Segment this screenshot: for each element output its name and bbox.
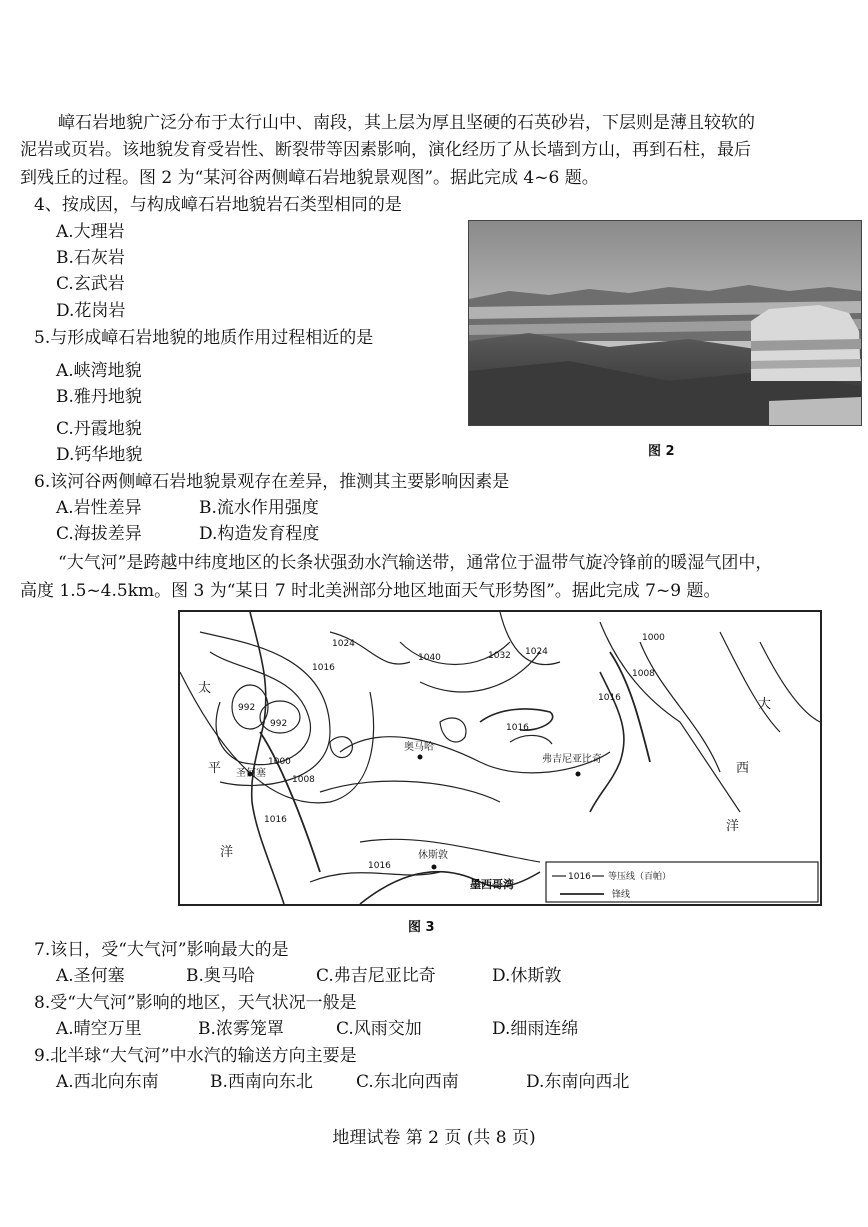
q8-option-a: A.晴空万里 bbox=[56, 1019, 142, 1039]
ocean-char: 大 bbox=[758, 697, 772, 712]
ocean-char: 洋 bbox=[220, 845, 234, 860]
q6-option-d: D.构造发育程度 bbox=[199, 524, 320, 544]
ocean-char: 平 bbox=[208, 761, 222, 776]
q4-option-d: D.花岗岩 bbox=[56, 301, 126, 321]
q6-option-a: A.岩性差异 bbox=[56, 498, 142, 518]
q9-option-a: A.西北向东南 bbox=[56, 1072, 159, 1092]
q6-option-b: B.流水作用强度 bbox=[199, 498, 319, 518]
city-virginia-beach: 弗吉尼亚比奇 bbox=[542, 754, 602, 765]
city-san-jose: 圣何塞 bbox=[236, 768, 266, 779]
q5-option-c: C.丹霞地貌 bbox=[56, 419, 142, 439]
q7-stem: 7.该日，受“大气河”影响最大的是 bbox=[34, 940, 289, 960]
isobar-label: 1000 bbox=[642, 633, 665, 643]
q6-stem: 6.该河谷两侧嶂石岩地貌景观存在差异，推测其主要影响因素是 bbox=[34, 472, 510, 492]
q7-option-d: D.休斯敦 bbox=[492, 966, 562, 986]
isobar-label: 1008 bbox=[632, 669, 655, 679]
isobar-label: 992 bbox=[270, 719, 288, 729]
ocean-char: 洋 bbox=[726, 819, 740, 834]
q8-option-b: B.浓雾笼罩 bbox=[198, 1019, 284, 1039]
q7-option-a: A.圣何塞 bbox=[56, 966, 125, 986]
isobar-label: 1024 bbox=[332, 639, 355, 649]
isobar-label: 1016 bbox=[598, 693, 621, 703]
q6-option-c: C.海拔差异 bbox=[56, 524, 142, 544]
q8-stem: 8.受“大气河”影响的地区，天气状况一般是 bbox=[34, 993, 357, 1013]
q7-option-c: C.弗吉尼亚比奇 bbox=[316, 966, 436, 986]
isobar-label: 1040 bbox=[418, 653, 441, 663]
ocean-char: 太 bbox=[198, 681, 212, 696]
weather-map bbox=[178, 610, 822, 906]
q4-option-a: A.大理岩 bbox=[56, 222, 125, 242]
gulf-label: 墨西哥湾 bbox=[470, 878, 514, 891]
landscape-photo bbox=[468, 220, 862, 426]
q4-option-b: B.石灰岩 bbox=[56, 248, 125, 268]
city-omaha: 奥马哈 bbox=[404, 742, 434, 753]
intro1-line2: 泥岩或页岩。该地貌发育受岩性、断裂带等因素影响，演化经历了从长墙到方山，再到石柱，最后 bbox=[20, 140, 751, 160]
intro1-line3: 到残丘的过程。图 2 为“某河谷两侧嶂石岩地貌景观图”。据此完成 4~6 题。 bbox=[20, 168, 599, 188]
isobar-label: 1016 bbox=[264, 815, 287, 825]
isobar-label: 1008 bbox=[292, 775, 315, 785]
legend-isobar-label: 等压线（百帕） bbox=[608, 872, 672, 882]
q4-stem: 4、按成因，与构成嶂石岩地貌岩石类型相同的是 bbox=[34, 195, 402, 215]
q9-option-b: B.西南向东北 bbox=[210, 1072, 313, 1092]
city-houston: 休斯敦 bbox=[418, 850, 448, 861]
q5-stem: 5.与形成嶂石岩地貌的地质作用过程相近的是 bbox=[34, 328, 374, 348]
fig3-caption: 图 3 bbox=[408, 920, 435, 935]
isobar-label: 1016 bbox=[506, 723, 529, 733]
cliff-landscape-image bbox=[469, 221, 861, 425]
q8-option-d: D.细雨连绵 bbox=[492, 1019, 579, 1039]
isobar-label: 1000 bbox=[268, 757, 291, 767]
legend-isobar-value: 1016 bbox=[568, 872, 591, 882]
q7-option-b: B.奥马哈 bbox=[186, 966, 255, 986]
q9-option-c: C.东北向西南 bbox=[356, 1072, 459, 1092]
q5-option-b: B.雅丹地貌 bbox=[56, 387, 142, 407]
legend-front-label: 锋线 bbox=[612, 890, 631, 900]
isobar-label: 1024 bbox=[525, 647, 548, 657]
map-legend bbox=[546, 862, 818, 902]
page-footer: 地理试卷 第 2 页 (共 8 页) bbox=[332, 1128, 536, 1148]
q8-option-c: C.风雨交加 bbox=[336, 1019, 422, 1039]
q9-stem: 9.北半球“大气河”中水汽的输送方向主要是 bbox=[34, 1046, 357, 1066]
intro1-line1: 嶂石岩地貌广泛分布于太行山中、南段，其上层为厚且坚硬的石英砂岩，下层则是薄且较软的 bbox=[58, 113, 755, 133]
q4-option-c: C.玄武岩 bbox=[56, 274, 125, 294]
isobar-map bbox=[180, 612, 820, 904]
ocean-char: 西 bbox=[736, 761, 750, 776]
q5-option-d: D.钙华地貌 bbox=[56, 445, 143, 465]
intro2-line1: “大气河”是跨越中纬度地区的长条状强劲水汽输送带，通常位于温带气旋冷锋前的暖湿气团中， bbox=[58, 553, 773, 573]
isobar-label: 992 bbox=[238, 703, 256, 713]
intro2-line2: 高度 1.5~4.5km。图 3 为“某日 7 时北美洲部分地区地面天气形势图”。据此完成 7~9 题。 bbox=[20, 581, 721, 601]
isobar-label: 1032 bbox=[488, 651, 511, 661]
fig2-caption: 图 2 bbox=[648, 444, 675, 459]
isobar-label: 1016 bbox=[368, 861, 391, 871]
q9-option-d: D.东南向西北 bbox=[526, 1072, 630, 1092]
q5-option-a: A.峡湾地貌 bbox=[56, 361, 142, 381]
isobar-label: 1016 bbox=[312, 663, 335, 673]
